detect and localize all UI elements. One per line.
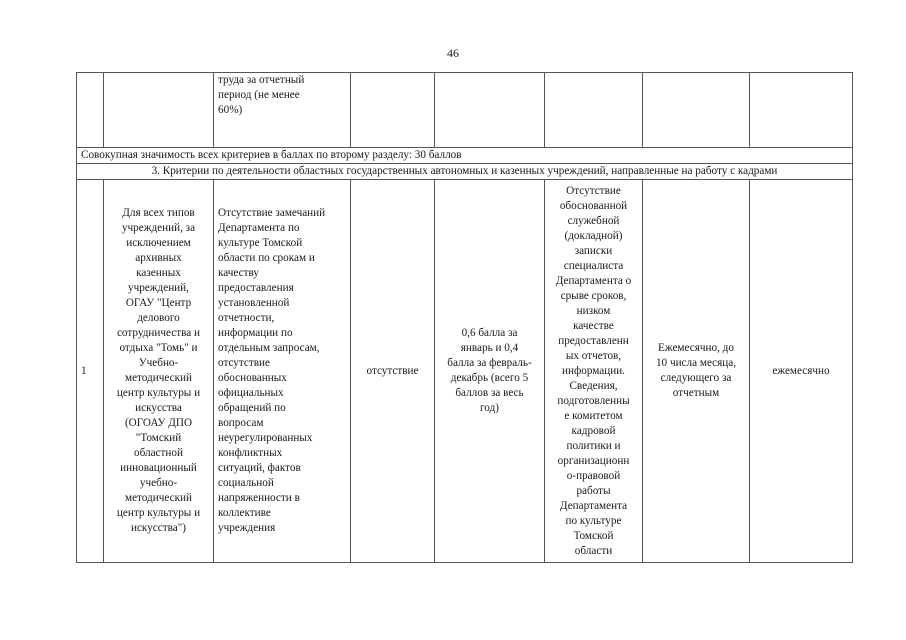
table-cell <box>545 73 643 148</box>
table-row <box>77 73 853 148</box>
table-row-section-header <box>77 164 853 180</box>
table-cell-criterion-continued: труда за отчетный период (не менее 60%) <box>214 73 351 148</box>
page-number: 46 <box>447 46 459 60</box>
indicator-value: отсутствие <box>351 180 435 563</box>
reporting-deadline: Ежемесячно, до 10 числа месяца, следующего за отчетным <box>643 180 750 563</box>
section-header-text: 3. Критерии по деятельности областных государственных автономных и казенных учреждений, направленные на работу с кадрами <box>77 164 853 180</box>
table-cell <box>643 73 750 148</box>
criteria-table <box>76 72 853 563</box>
row-number: 1 <box>77 180 104 563</box>
table-cell <box>351 73 435 148</box>
table-cell <box>77 73 104 148</box>
table-row-section-total <box>77 148 853 164</box>
criterion-text: Отсутствие замечаний Департамента по культуре Томской области по срокам и качеству предоставления установленной отчетности, информации по отдельным запросам, отсутствие обоснованных официальных обращений по вопросам неурегулированных конфликтных ситуаций, фактов социальной напряженности в коллективе учреждения <box>214 180 351 563</box>
section-total-text: Совокупная значимость всех критериев в баллах по второму разделу: 30 баллов <box>77 148 853 164</box>
institution-types: Для всех типов учреждений, за исключением архивных казенных учреждений, ОГАУ "Центр делового сотрудничества и отдыха "Томь" и Учебно- методический центр культуры и искусства (ОГОАУ ДПО "Томский областной инновационный учебно- методический центр культуры и искусства") <box>104 180 214 563</box>
table-cell <box>435 73 545 148</box>
information-source: Отсутствие обоснованной служебной (докладной) записки специалиста Департамента о срыве сроков, низком качестве предоставленн ых отчетов, информации. Сведения, подготовленны е комитетом кадровой политики и организационн о-правовой работы Департамента по культуре Томской области <box>545 180 643 563</box>
table-cell <box>104 73 214 148</box>
frequency-value: ежемесячно <box>750 180 853 563</box>
points-value: 0,6 балла за январь и 0,4 балла за февраль- декабрь (всего 5 баллов за весь год) <box>435 180 545 563</box>
table-row <box>77 180 853 563</box>
table-cell <box>750 73 853 148</box>
